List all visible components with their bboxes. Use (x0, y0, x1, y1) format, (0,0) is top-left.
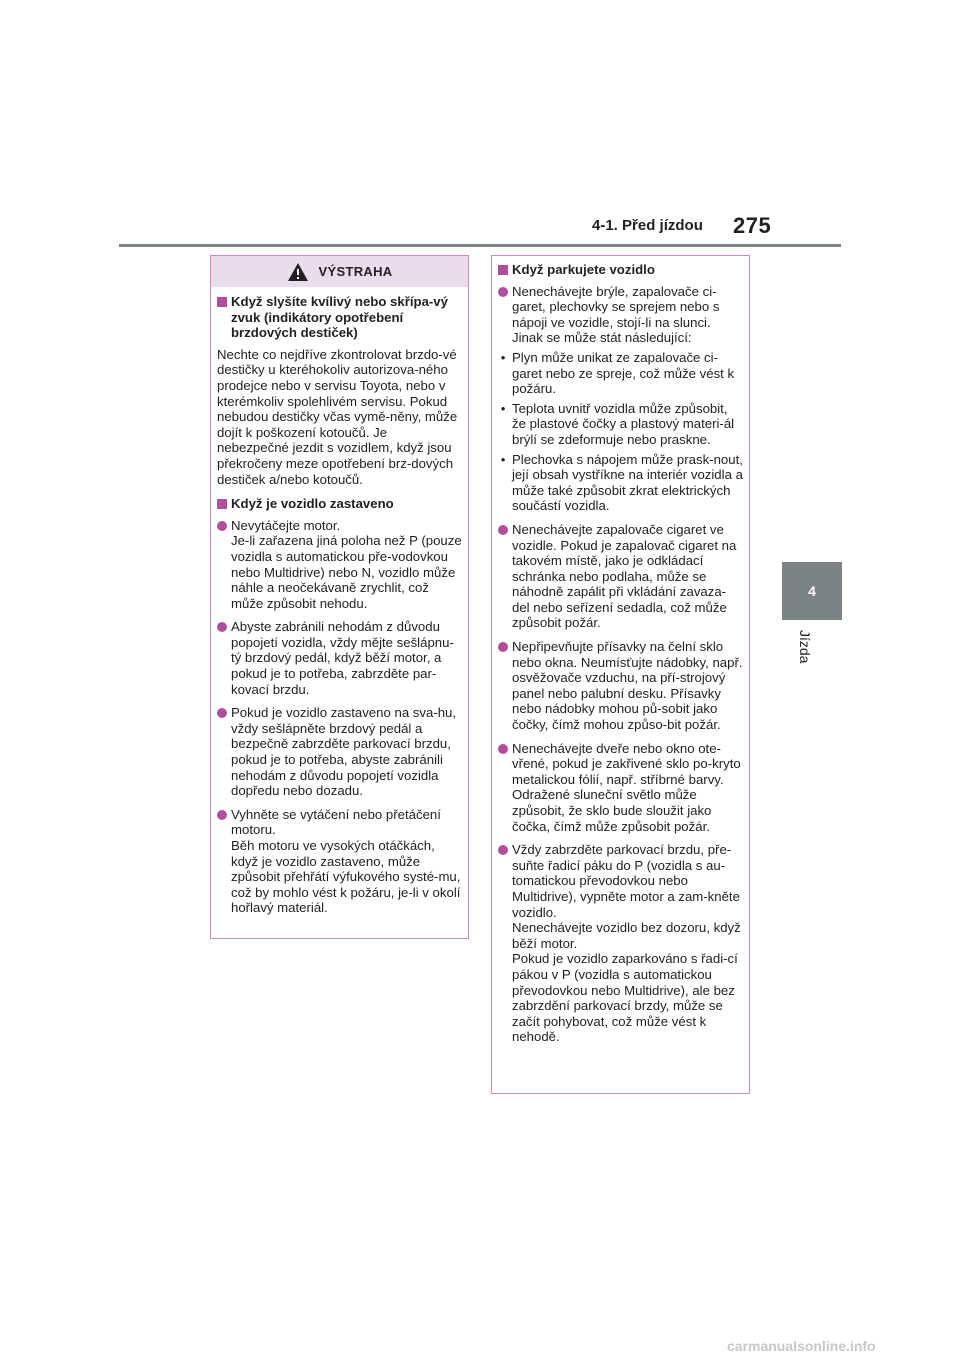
chapter-tab (782, 562, 842, 620)
list-item-text: Vyhněte se vytáčení nebo přetáčení motoru. Běh motoru ve vysokých otáčkách, když je vozidlo zastaveno, může způsobit přehřátí výfukového systé-mu, což by mohlo vést k požáru, je-li v okolí hořlavý materiál. (231, 806, 461, 916)
list-item-text: Pokud je vozidlo zastaveno na sva-hu, vždy sešlápněte brzdový pedál a bezpečně zabrzděte parkovací brzdu, pokud je to potřeba, abyste zabránili nehodám z důvodu popojetí vozidla dopředu nebo dozadu. (231, 705, 457, 799)
page-number: 275 (733, 213, 772, 238)
section-title: 4-1. Před jízdou (592, 217, 703, 234)
sub-bullet-mark: • (500, 400, 506, 416)
heading-text: Když parkujete vozidlo (512, 262, 655, 277)
warning-triangle-icon (287, 262, 309, 282)
list-item-text: Nenechávejte dveře nebo okno ote-vřené, pokud je zakřivené sklo po-kryto metalickou fólií, např. stříbrné barvy. Odražené sluneční světlo může způsobit, že sklo bude sloužit jako čočka, čímž může způsobit požár. (512, 740, 741, 834)
sub-list-item-text: Teplota uvnitř vozidla může způsobit, že plastové čočky a plastový materi-ál brýlí se zdeformuje nebo praskne. (512, 400, 735, 447)
warning-title: VÝSTRAHA (318, 263, 393, 279)
square-bullet-icon (498, 265, 508, 275)
sub-list-item (498, 452, 743, 514)
list-item-text: Nenechávejte zapalovače cigaret ve vozidle. Pokud je zapalovač cigaret na takovém místě, jako je odkládací schránka nebo podlaha, může se náhodně zapálit při vkládání zavaza-del nebo seřízení sedadla, což může způsobit požár. (512, 521, 737, 631)
sub-list (498, 350, 743, 514)
warning-box (210, 255, 469, 939)
sub-list-item-text: Plechovka s nápojem může prask-nout, její obsah vystříkne na interiér vozidla a může také způsobit zkrat elektrických součástí vozidla. (512, 451, 743, 514)
warning-body (211, 294, 468, 916)
warning-header (211, 256, 468, 287)
heading-squeal (217, 294, 462, 341)
list-item-text: Abyste zabránili nehodám z důvodu popojetí vozidla, vždy mějte sešlápnu-tý brzdový pedál, když běží motor, a pokud je to potřeba, zabrzděte par-kovací brzdu. (231, 619, 454, 697)
circle-bullet-icon (217, 622, 227, 632)
list-item (217, 807, 462, 916)
parking-body (492, 256, 749, 1045)
circle-bullet-icon (217, 521, 227, 531)
circle-bullet-icon (498, 845, 508, 855)
list-item-text: Vždy zabrzděte parkovací brzdu, pře-suňte řadicí páku do P (vozidla s au-tomatickou převodovkou nebo Multidrive), vypněte motor a zam-kněte vozidlo. Nenechávejte vozidlo bez dozoru, když běží motor. Pokud je vozidlo zaparkováno s řadi-cí pákou v P (vozidla s automatickou převodovkou nebo Multidrive), ale bez zabrzdění parkovací brzdy, může se začít pohybovat, což může vést k nehodě. (512, 842, 741, 1045)
list-item (217, 518, 462, 612)
sub-bullet-mark: • (500, 349, 506, 365)
heading-text: Když je vozidlo zastaveno (231, 496, 394, 512)
list-item (498, 741, 743, 835)
parking-box (491, 255, 750, 1094)
list-item (217, 619, 462, 697)
sub-list-item (498, 401, 743, 448)
sub-list-item-text: Plyn může unikat ze zapalovače ci-garet nebo ze spreje, což může vést k požáru. (512, 349, 735, 397)
header-divider (119, 244, 841, 247)
circle-bullet-icon (498, 287, 508, 297)
list-item (498, 639, 743, 733)
list-item (498, 842, 743, 1045)
sub-bullet-mark: • (500, 451, 506, 467)
chapter-number: 4 (808, 583, 816, 599)
heading-stopped (217, 496, 462, 512)
list-item (498, 522, 743, 631)
square-bullet-icon (217, 499, 227, 509)
circle-bullet-icon (498, 744, 508, 754)
list-item (217, 705, 462, 799)
list-item-text: Nepřipevňujte přísavky na čelní sklo nebo okna. Neumísťujte nádobky, např. osvěžovače vzduchu, na pří-strojový panel nebo palubní desku. Přísavky nebo nádobky mohou pů-sobit jako čočky, čímž mohou způso-bit požár. (512, 639, 743, 733)
sub-list-item (498, 350, 743, 397)
heading-parking (498, 262, 743, 278)
circle-bullet-icon (498, 642, 508, 652)
watermark: carmanualsonline.info (727, 1338, 876, 1354)
chapter-label: Jízda (797, 630, 813, 664)
square-bullet-icon (217, 297, 227, 307)
circle-bullet-icon (217, 810, 227, 820)
circle-bullet-icon (498, 525, 508, 535)
list-item-text: Nevytáčejte motor. Je-li zařazena jiná poloha než P (pouze vozidla s automatickou pře-vodovkou nebo Multidrive) nebo N, vozidlo může náhle a neočekávaně zrychlit, což může způsobit nehodu. (231, 517, 462, 611)
paragraph-brake-pads: Nechte co nejdříve zkontrolovat brzdo-vé destičky u kteréhokoliv autorizova-ného prodejce nebo v servisu Toyota, nebo v kterémkoliv spolehlivém servisu. Pokud nebudou destičky včas vymě-něny, může dojít k poškození kotoučů. Je nebezpečné jezdit s vozidlem, když jsou překročeny meze opotřebení brz-dových destiček a/nebo kotoučů. (217, 346, 458, 487)
list-item-text: Nenechávejte brýle, zapalovače ci-garet, plechovky se sprejem nebo s nápoji ve vozidle, stojí-li na slunci. Jinak se může stát následující: (512, 283, 720, 346)
heading-text: Když slyšíte kvílivý nebo skřípa-vý zvuk (indikátory opotřebení brzdových destiček) (231, 294, 448, 341)
circle-bullet-icon (217, 708, 227, 718)
list-item (498, 284, 743, 346)
